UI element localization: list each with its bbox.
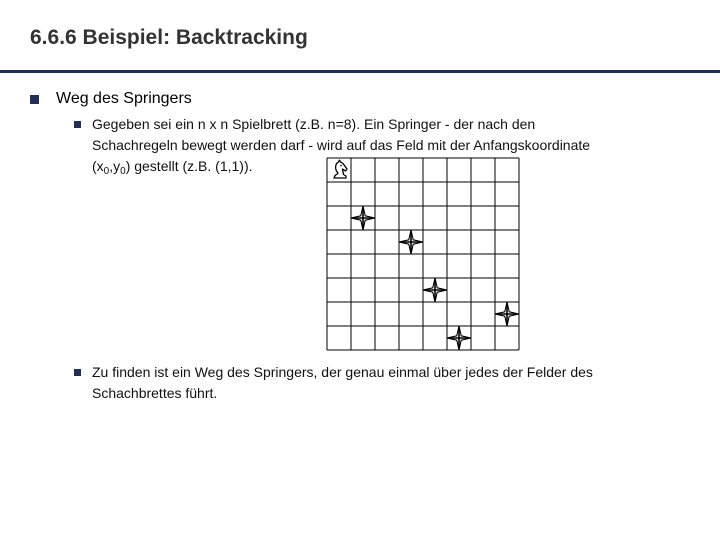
sub-bullet-marker xyxy=(74,369,81,376)
text-line: $(x_0,y_0)$ gestellt (z.B. (1,1)). xyxy=(92,158,253,177)
text-line: Gegeben sei ein n x n Spielbrett (z.B. n=8). Ein Springer - der nach den xyxy=(92,116,536,132)
move-marker-icon xyxy=(351,206,375,230)
title-divider xyxy=(0,70,720,73)
move-marker-icon xyxy=(495,302,519,326)
bullet-weg-des-springers: Weg des Springers xyxy=(56,90,192,107)
board-grid xyxy=(327,158,519,350)
move-marker-icon xyxy=(423,278,447,302)
text-line: Schachregeln bewegt werden darf - wird auf das Feld mit der Anfangskoordinate xyxy=(92,137,591,153)
text-line: Zu finden ist ein Weg des Springers, der genau einmal über jedes der Felder des xyxy=(92,364,593,380)
move-marker-icon xyxy=(399,230,423,254)
chess-board xyxy=(326,157,520,351)
knight-icon xyxy=(334,160,347,178)
slide-title: 6.6.6 Beispiel: Backtracking xyxy=(30,26,308,49)
sub-bullet-marker xyxy=(74,121,81,128)
sub-bullet-goal xyxy=(92,362,692,404)
move-marker-icon xyxy=(447,326,471,350)
bullet-marker xyxy=(30,95,39,104)
text-line: Schachbrettes führt. xyxy=(92,385,218,401)
